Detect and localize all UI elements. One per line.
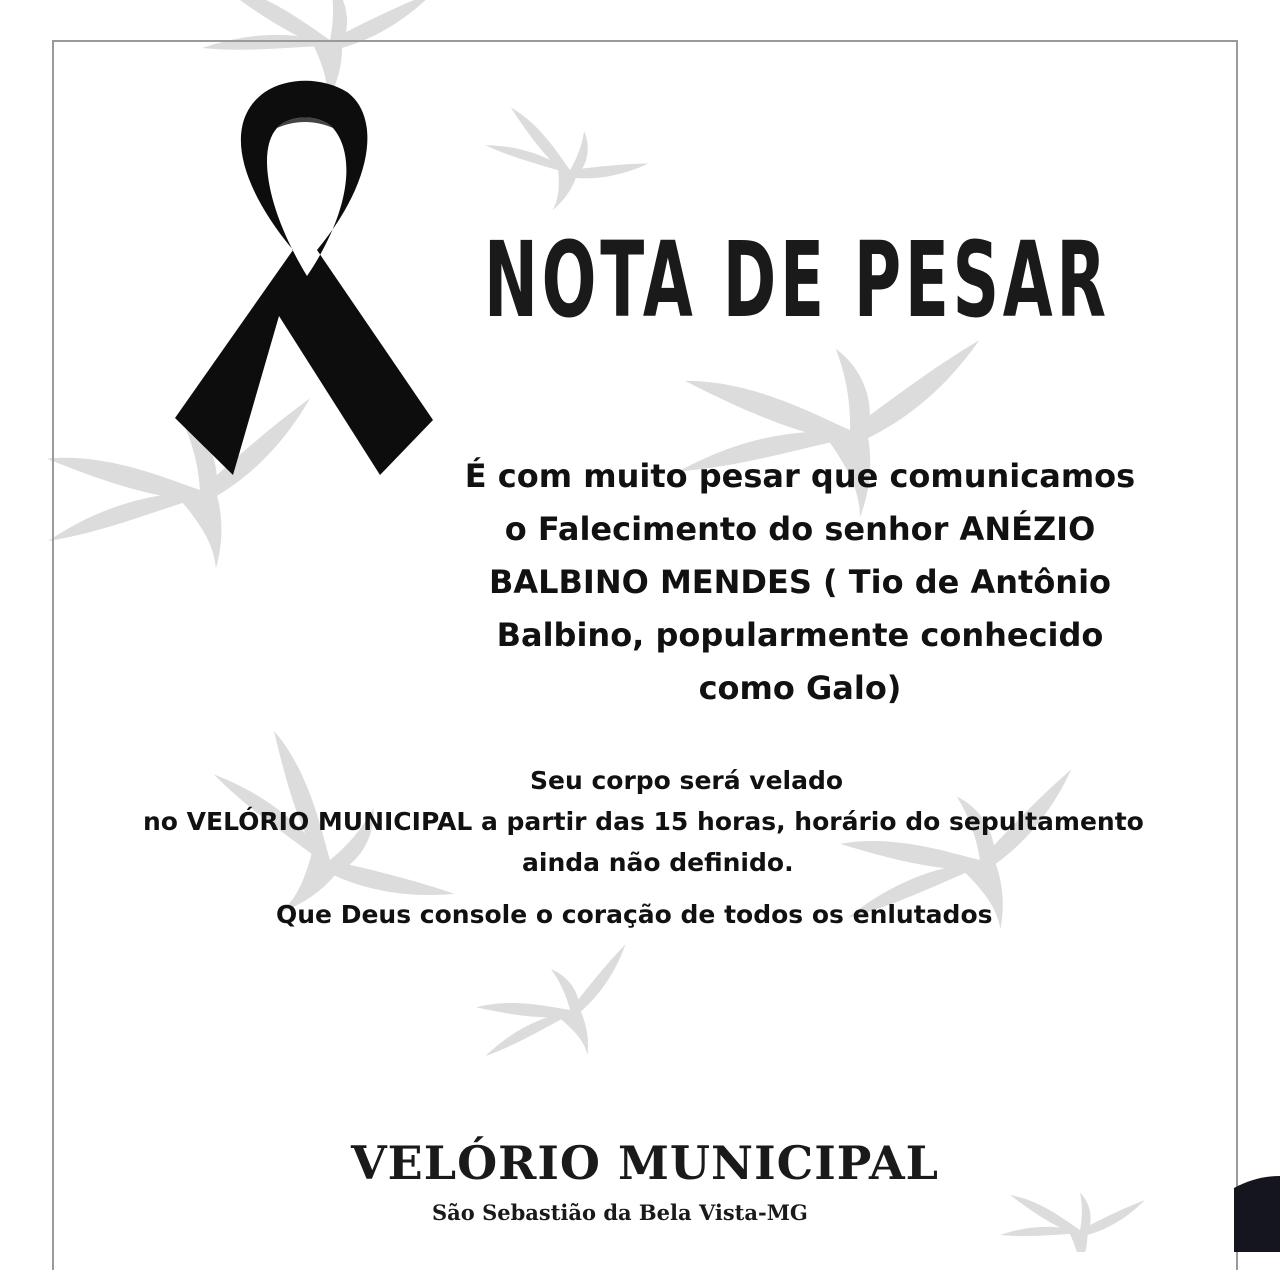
mourning-ribbon-icon (175, 80, 435, 475)
prayer-text: Que Deus console o coração de todos os enlutados (276, 900, 993, 929)
footer-subtitle: São Sebastião da Bela Vista-MG (432, 1200, 808, 1225)
corner-shape (1234, 1176, 1280, 1252)
page-title: NOTA DE PESAR (484, 219, 1110, 341)
wake-line: no VELÓRIO MUNICIPAL a partir das 15 horas, horário do sepultamento (143, 807, 1144, 836)
announcement-line: o Falecimento do senhor ANÉZIO (504, 510, 1096, 548)
announcement-line: É com muito pesar que comunicamos (464, 457, 1136, 495)
announcement-line: BALBINO MENDES ( Tio de Antônio (488, 563, 1112, 601)
footer-title: VELÓRIO MUNICIPAL (350, 1136, 939, 1190)
announcement-line: como Galo) (698, 669, 902, 707)
wake-line: Seu corpo será velado (530, 766, 844, 795)
announcement-text (430, 450, 1170, 715)
announcement-line: Balbino, popularmente conhecido (496, 616, 1104, 654)
wake-line: ainda não definido. (522, 848, 794, 877)
